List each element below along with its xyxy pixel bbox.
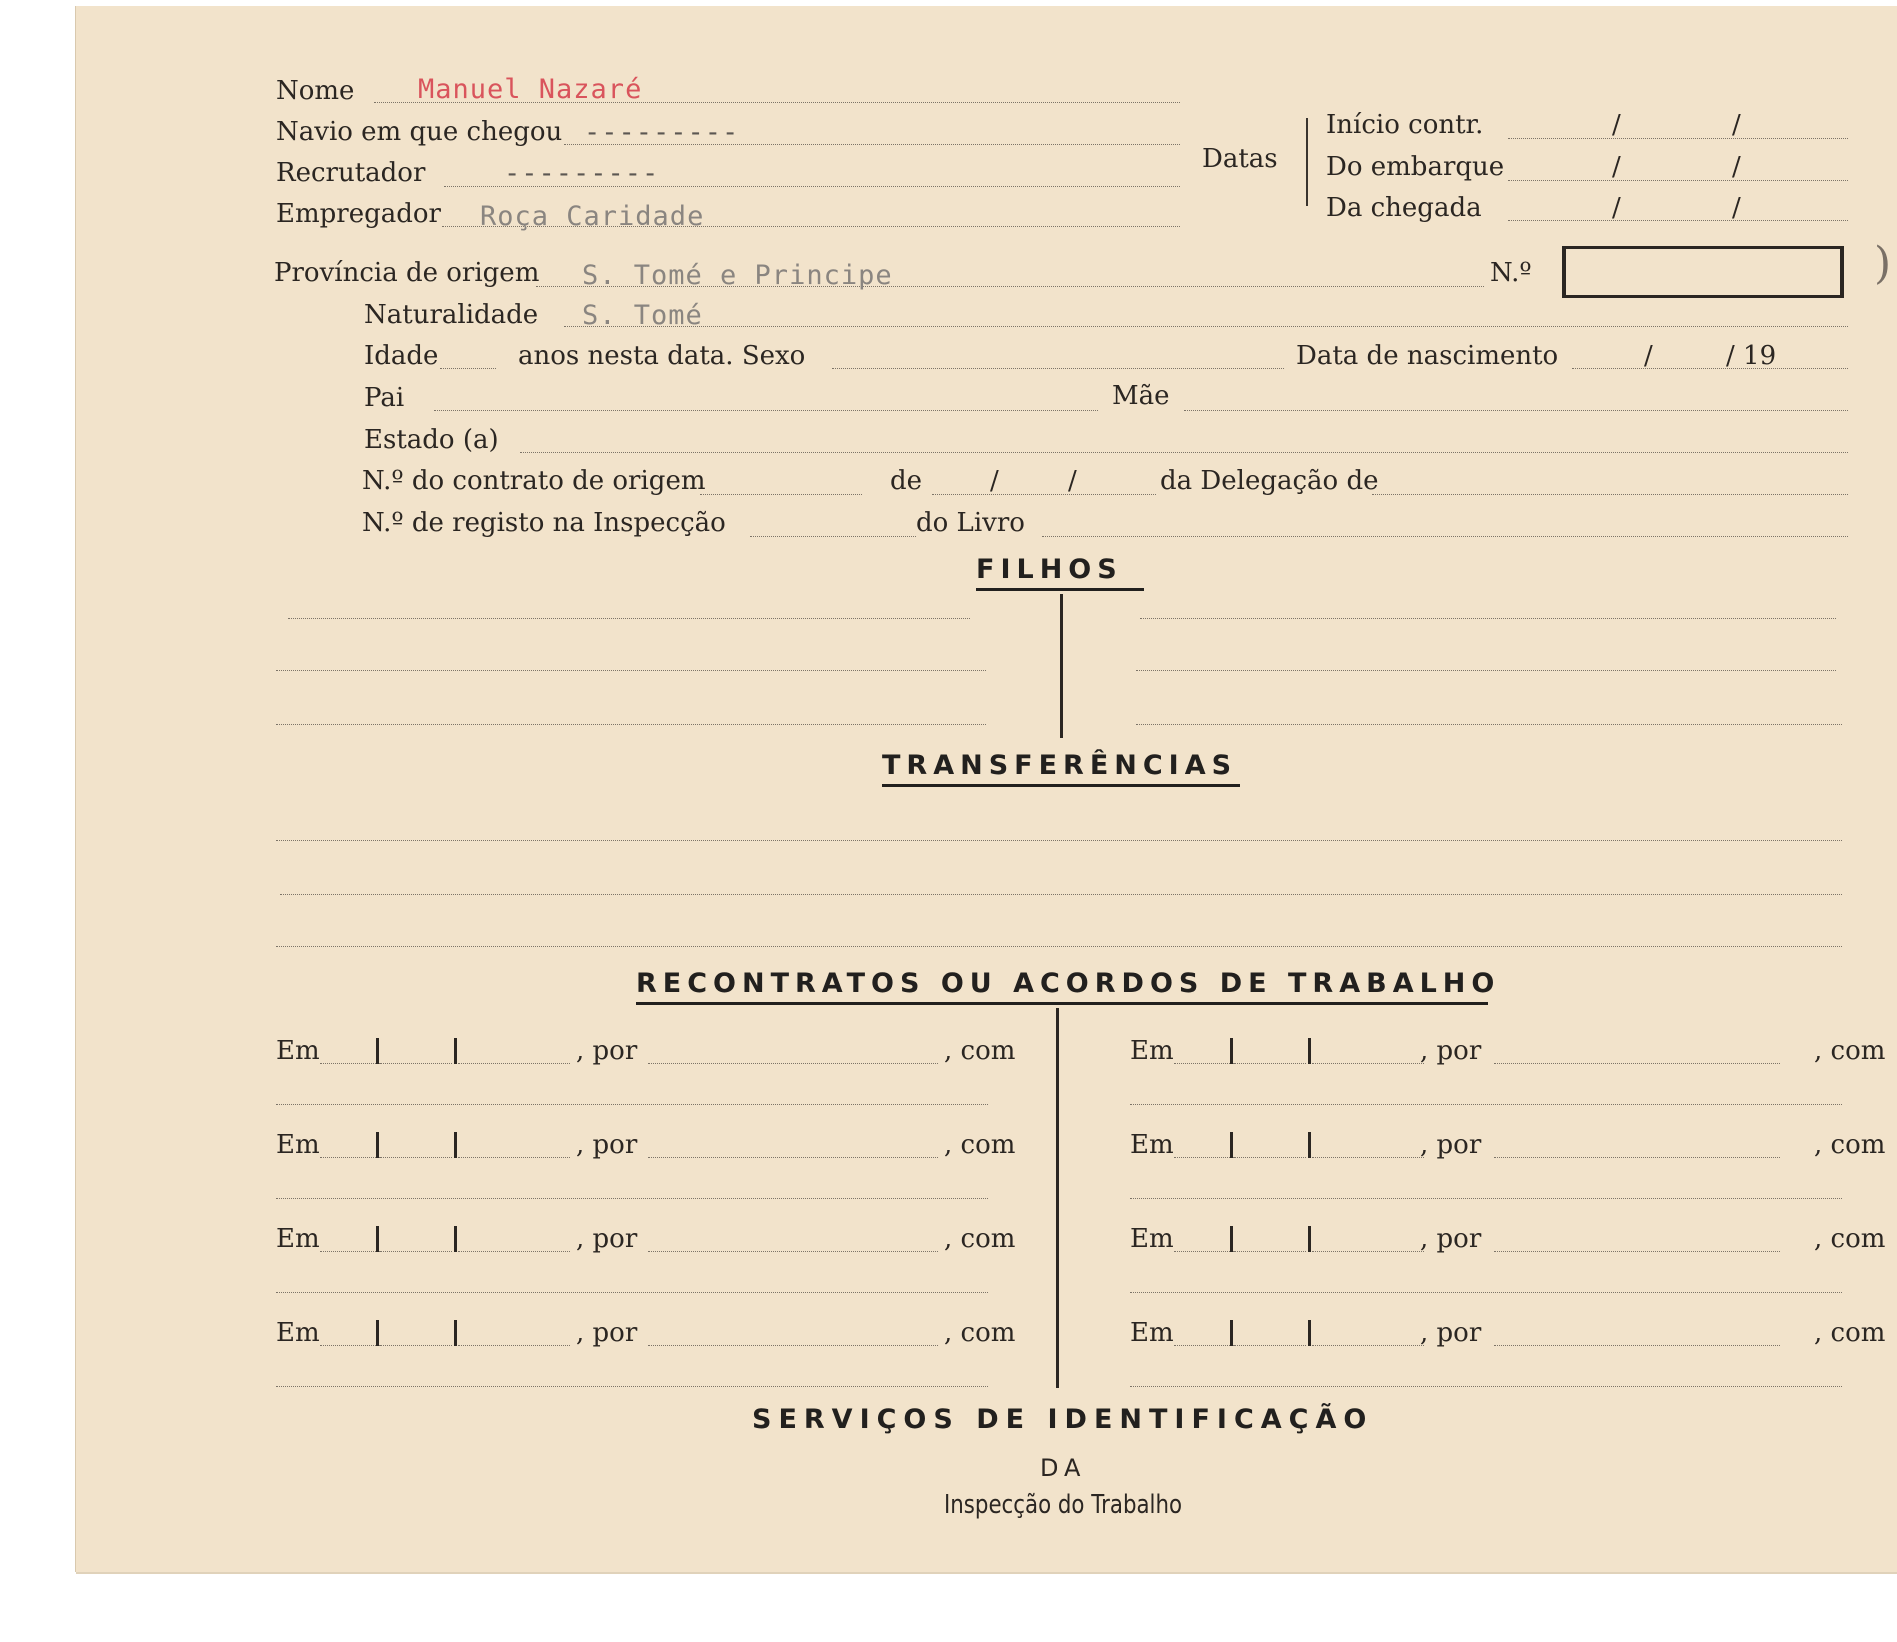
empregador-value: Roça Caridade [480,201,705,232]
idade-label: Idade [364,341,439,371]
registo-label: N.º de registo na Inspecção [362,508,726,538]
recontrato-left-2-por-label: , por [576,1130,638,1160]
numero-label: N.º [1490,258,1532,288]
transferencias-line-3 [276,946,1842,947]
recontrato-left-4-por-label: , por [576,1318,638,1348]
registration-card [76,6,1897,1572]
transferencias-underline [882,784,1240,787]
da-label: DA [1040,1454,1087,1482]
filhos-line-right-3 [1136,724,1842,725]
recontrato-right-3-por-label: , por [1420,1224,1482,1254]
recontrato-left-4-blank-line [276,1386,988,1387]
filhos-heading: FILHOS [976,554,1123,585]
recontrato-right-3-bar-1 [1230,1226,1233,1252]
recontrato-left-3-blank-line [276,1292,988,1293]
provincia-label: Província de origem [274,258,540,288]
recontrato-right-4-ano-line [1312,1345,1424,1346]
navio-label: Navio em que chegou [276,117,563,147]
transferencias-heading: TRANSFERÊNCIAS [882,750,1238,781]
nascimento-slash-1: / [1644,341,1653,371]
recontrato-left-3-por-label: , por [576,1224,638,1254]
recontrato-right-2-por-line [1494,1157,1780,1158]
embarque-slash-2: / [1732,152,1741,182]
recontrato-right-2-mes-line [1234,1157,1306,1158]
recontrato-left-2-bar-1 [376,1132,379,1158]
recontrato-left-3-em-label: Em [276,1224,320,1254]
recontrato-left-1-bar-2 [454,1038,457,1064]
datas-label: Datas [1202,144,1278,174]
filhos-line-right-1 [1140,618,1836,619]
filhos-underline [976,588,1144,591]
recontrato-right-1-mes-line [1234,1063,1306,1064]
recontrato-right-2-bar-2 [1308,1132,1311,1158]
recontrato-left-1-mes-line [380,1063,452,1064]
recrutador-label: Recrutador [276,158,426,188]
recontrato-left-2-com-label: , com [944,1130,1016,1160]
recontrato-right-3-mes-line [1234,1251,1306,1252]
contrato-line [700,494,862,495]
recontratos-divider [1056,1008,1059,1388]
recontrato-left-1-ano-line [458,1063,570,1064]
recontrato-right-1-blank-line [1130,1104,1842,1105]
empregador-label: Empregador [276,199,441,229]
nascimento-ano-prefix: / 19 [1726,341,1777,371]
embarque-line [1508,180,1848,181]
livro-line [1042,536,1848,537]
contrato-data-line [932,494,1156,495]
recontrato-right-2-bar-1 [1230,1132,1233,1158]
recontrato-right-4-por-label: , por [1420,1318,1482,1348]
numero-box[interactable] [1562,246,1844,298]
recontrato-right-1-por-line [1494,1063,1780,1064]
contrato-slash-1: / [990,466,999,496]
livro-label: do Livro [916,508,1025,538]
recontrato-right-2-em-label: Em [1130,1130,1174,1160]
recontrato-left-1-por-line [648,1063,938,1064]
recontrato-right-4-em-label: Em [1130,1318,1174,1348]
recontrato-left-4-em-label: Em [276,1318,320,1348]
chegada-slash-1: / [1612,193,1621,223]
provincia-value: S. Tomé e Principe [582,260,893,291]
idade-line [440,368,496,369]
recontrato-left-4-mes-line [380,1345,452,1346]
filhos-divider [1060,594,1063,738]
contrato-de-label: de [890,466,923,496]
recontrato-left-3-bar-2 [454,1226,457,1252]
recontrato-right-1-em-label: Em [1130,1036,1174,1066]
naturalidade-line [564,326,1848,327]
recontrato-right-3-com-label: , com [1814,1224,1886,1254]
pai-label: Pai [364,383,405,413]
recontrato-left-4-ano-line [458,1345,570,1346]
recontrato-right-1-ano-line [1312,1063,1424,1064]
recontrato-right-3-bar-2 [1308,1226,1311,1252]
inicio-slash-2: / [1732,110,1741,140]
recontrato-right-3-por-line [1494,1251,1780,1252]
anos-sexo-label: anos nesta data. Sexo [518,341,806,371]
inicio-line [1508,138,1848,139]
recontrato-right-4-mes-line [1234,1345,1306,1346]
delegacao-label: da Delegação de [1160,466,1379,496]
recontrato-left-1-bar-1 [376,1038,379,1064]
recontratos-underline [636,1002,1488,1005]
inicio-slash-1: / [1612,110,1621,140]
chegada-line [1508,220,1848,221]
recontrato-left-3-ano-line [458,1251,570,1252]
filhos-line-left-3 [276,724,986,725]
recontratos-heading: RECONTRATOS OU ACORDOS DE TRABALHO [636,968,1501,999]
recontrato-right-2-por-label: , por [1420,1130,1482,1160]
recontrato-left-1-blank-line [276,1104,988,1105]
nascimento-line [1572,368,1848,369]
recontrato-left-1-em-label: Em [276,1036,320,1066]
edge-mark: ) [1874,238,1892,289]
recontrato-left-3-bar-1 [376,1226,379,1252]
recontrato-right-2-com-label: , com [1814,1130,1886,1160]
recontrato-left-2-ano-line [458,1157,570,1158]
nome-label: Nome [276,76,355,106]
recontrato-right-4-bar-2 [1308,1320,1311,1346]
nome-value: Manuel Nazaré [418,74,643,105]
recontrato-left-2-em-label: Em [276,1130,320,1160]
recontrato-right-1-por-label: , por [1420,1036,1482,1066]
recontrato-right-1-bar-1 [1230,1038,1233,1064]
mae-line [1184,410,1848,411]
sexo-line [832,368,1284,369]
estado-line [520,452,1848,453]
contrato-slash-2: / [1068,466,1077,496]
registo-line [750,536,916,537]
chegada-label: Da chegada [1326,193,1482,223]
recontrato-right-1-bar-2 [1308,1038,1311,1064]
recontrato-right-4-com-label: , com [1814,1318,1886,1348]
nascimento-label: Data de nascimento [1296,341,1559,371]
inspeccao-label: Inspecção do Trabalho [944,1490,1183,1520]
recontrato-left-4-com-label: , com [944,1318,1016,1348]
pai-line [434,410,1098,411]
recontrato-left-4-por-line [648,1345,938,1346]
recontrato-left-4-bar-1 [376,1320,379,1346]
recontrato-left-2-blank-line [276,1198,988,1199]
transferencias-line-1 [276,840,1842,841]
chegada-slash-2: / [1732,193,1741,223]
filhos-line-left-2 [276,670,986,671]
recontrato-left-1-por-label: , por [576,1036,638,1066]
embarque-label: Do embarque [1326,152,1505,182]
recontrato-right-2-blank-line [1130,1198,1842,1199]
transferencias-line-2 [280,894,1842,895]
servicos-heading: SERVIÇOS DE IDENTIFICAÇÃO [752,1404,1374,1435]
recontrato-left-4-bar-2 [454,1320,457,1346]
naturalidade-label: Naturalidade [364,300,539,330]
navio-value: --------- [584,117,740,148]
delegacao-line [1372,494,1848,495]
recontrato-left-2-mes-line [380,1157,452,1158]
recrutador-value: --------- [504,158,660,189]
recontrato-left-3-com-label: , com [944,1224,1016,1254]
recontrato-right-4-por-line [1494,1345,1780,1346]
recontrato-right-3-em-label: Em [1130,1224,1174,1254]
embarque-slash-1: / [1612,152,1621,182]
recontrato-right-1-com-label: , com [1814,1036,1886,1066]
recontrato-right-2-ano-line [1312,1157,1424,1158]
recontrato-left-2-bar-2 [454,1132,457,1158]
recontrato-right-4-bar-1 [1230,1320,1233,1346]
estado-label: Estado (a) [364,425,499,455]
naturalidade-value: S. Tomé [582,300,703,331]
recontrato-right-4-blank-line [1130,1386,1842,1387]
recontrato-left-2-por-line [648,1157,938,1158]
mae-label: Mãe [1112,381,1170,411]
recontrato-right-3-blank-line [1130,1292,1842,1293]
datas-brace [1306,118,1308,206]
recontrato-left-3-por-line [648,1251,938,1252]
inicio-label: Início contr. [1326,110,1484,140]
recontrato-left-3-mes-line [380,1251,452,1252]
filhos-line-left-1 [288,618,970,619]
recontrato-left-1-com-label: , com [944,1036,1016,1066]
recontrato-right-3-ano-line [1312,1251,1424,1252]
filhos-line-right-2 [1136,670,1836,671]
contrato-label: N.º do contrato de origem [362,466,706,496]
